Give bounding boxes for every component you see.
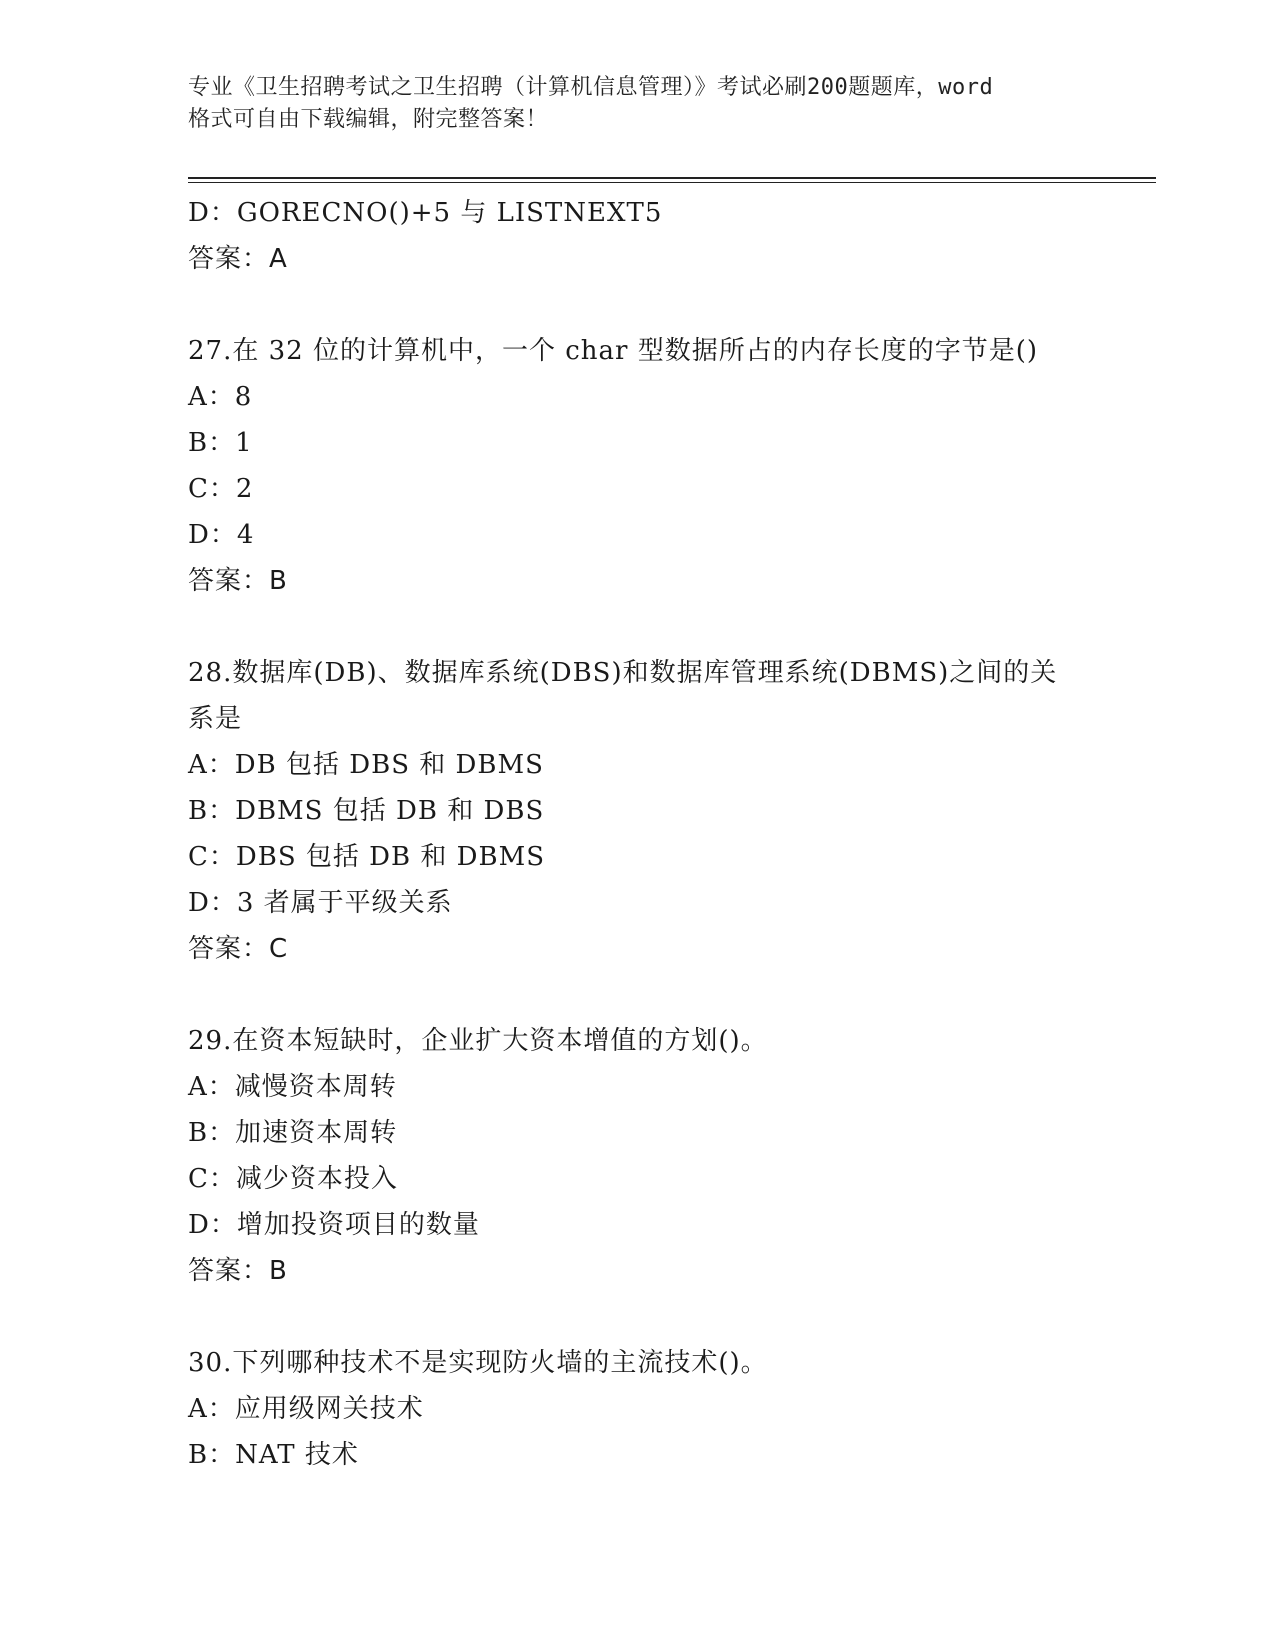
document-header	[188, 72, 1088, 136]
header-line-2: 格式可自由下载编辑，附完整答案！	[188, 107, 549, 132]
option-d: D：3 者属于平级关系	[188, 888, 453, 918]
option-a: A：8	[188, 382, 253, 412]
option-a: A：应用级网关技术	[188, 1394, 424, 1424]
option-d: D：增加投资项目的数量	[188, 1210, 480, 1240]
spacer	[188, 972, 1088, 1018]
option-a: A：DB 包括 DBS 和 DBMS	[188, 750, 544, 780]
spacer	[188, 604, 1088, 650]
question-30	[188, 1340, 1088, 1478]
question-28	[188, 650, 1088, 972]
question-stem-line-1: 28.数据库(DB)、数据库系统(DBS)和数据库管理系统(DBMS)之间的关	[188, 658, 1058, 688]
header-rule-thin	[188, 182, 1156, 183]
header-rule-thick	[188, 177, 1156, 179]
prev-option-d: D：GORECNO()+5 与 LISTNEXT5	[188, 198, 663, 228]
option-c: C：2	[188, 474, 254, 504]
option-c: C：DBS 包括 DB 和 DBMS	[188, 842, 546, 872]
question-stem: 30.下列哪种技术不是实现防火墙的主流技术()。	[188, 1348, 768, 1378]
option-b: B：DBMS 包括 DB 和 DBS	[188, 796, 545, 826]
question-stem-line-2: 系是	[188, 704, 243, 734]
question-stem: 27.在 32 位的计算机中，一个 char 型数据所占的内存长度的字节是()	[188, 336, 1039, 366]
spacer	[188, 1294, 1088, 1340]
option-a: A：减慢资本周转	[188, 1072, 397, 1102]
option-b: B：NAT 技术	[188, 1440, 359, 1470]
answer: 答案：B	[188, 1256, 288, 1286]
option-d: D：4	[188, 520, 255, 550]
question-27	[188, 328, 1088, 604]
question-content	[188, 190, 1088, 1478]
prev-answer: 答案：A	[188, 244, 288, 274]
question-29	[188, 1018, 1088, 1294]
option-b: B：1	[188, 428, 253, 458]
answer: 答案：B	[188, 566, 288, 596]
spacer	[188, 282, 1088, 328]
option-b: B：加速资本周转	[188, 1118, 398, 1148]
question-stem: 29.在资本短缺时，企业扩大资本增值的方划()。	[188, 1026, 768, 1056]
header-line-1: 专业《卫生招聘考试之卫生招聘（计算机信息管理）》考试必刷200题题库，word	[188, 75, 994, 100]
option-c: C：减少资本投入	[188, 1164, 398, 1194]
answer: 答案：C	[188, 934, 289, 964]
